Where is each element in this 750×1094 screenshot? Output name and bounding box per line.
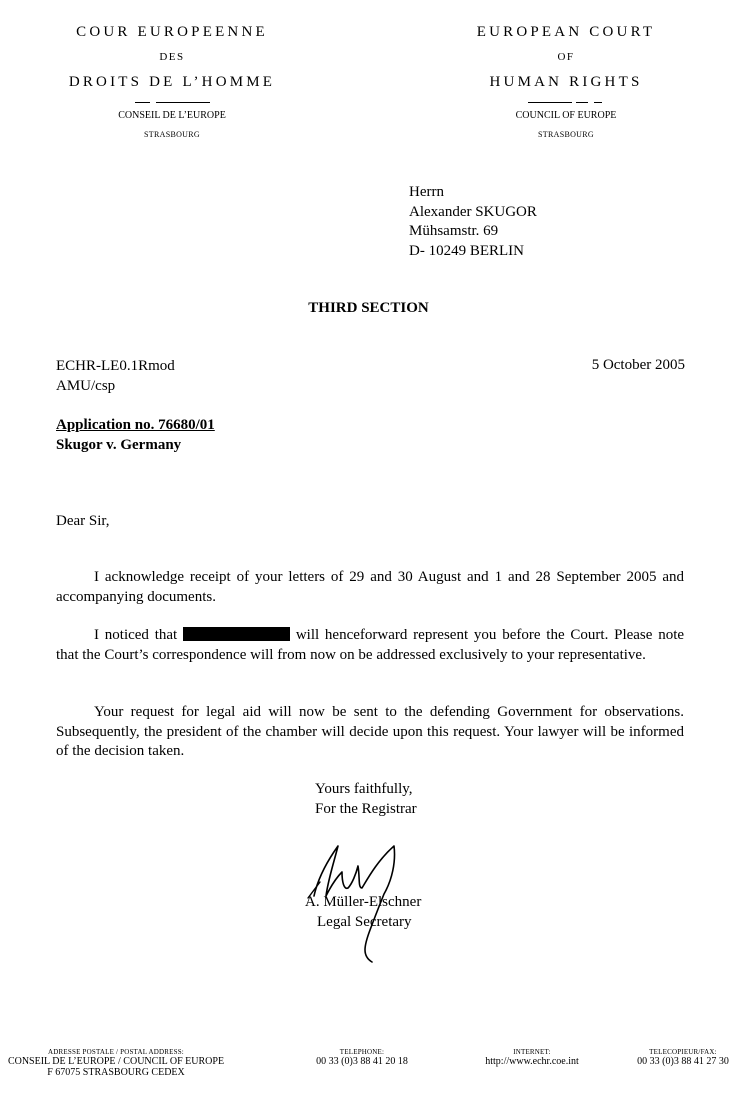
footer-postal-line2: F 67075 STRASBOURG CEDEX (47, 1067, 185, 1078)
footer-postal-label: ADRESSE POSTALE / POSTAL ADDRESS: (48, 1048, 184, 1056)
header-left-rule-short (135, 102, 150, 103)
letter-date: 5 October 2005 (591, 357, 685, 373)
greeting: Dear Sir, (56, 513, 110, 529)
header-right-rule (528, 102, 572, 103)
closing-line2: For the Registrar (315, 800, 417, 817)
footer-internet (462, 1048, 602, 1067)
recipient-block (409, 183, 537, 261)
header-right-city: STRASBOURG (538, 130, 594, 139)
header-right-rule-dash1 (576, 102, 588, 103)
application-number: Application no. 76680/01 (56, 417, 215, 433)
header-right-line3: HUMAN RIGHTS (489, 74, 643, 90)
footer-postal (0, 1048, 232, 1078)
case-name: Skugor v. Germany (56, 436, 182, 453)
redaction-box (183, 627, 290, 641)
footer-internet-value: http://www.echr.coe.int (485, 1056, 579, 1067)
header-left-city: STRASBOURG (144, 130, 200, 139)
recipient-name: Alexander SKUGOR (409, 203, 537, 220)
footer-fax-label: TELECOPIEUR/FAX: (649, 1048, 717, 1056)
footer-phone-label: TELEPHONE: (339, 1048, 385, 1056)
header-left-line2: DES (159, 51, 185, 63)
footer-phone (292, 1048, 432, 1067)
reference-code: ECHR-LE0.1Rmod (56, 358, 175, 374)
paragraph-1 (56, 568, 684, 607)
footer-fax (620, 1048, 746, 1067)
signer-title: Legal Secretary (317, 913, 412, 930)
footer-phone-value: 00 33 (0)3 88 41 20 18 (316, 1056, 408, 1067)
header-left-council: CONSEIL DE L’EUROPE (118, 110, 226, 121)
paragraph-1-text: I acknowledge receipt of your letters of 29 and 30 August and 1 and 28 September 2005 and accompanying documents. (56, 569, 684, 605)
header-left-line1: COUR EUROPEENNE (76, 24, 268, 40)
closing-line1: Yours faithfully, (315, 781, 413, 797)
header-right-council: COUNCIL OF EUROPE (515, 110, 617, 121)
recipient-street: Mühsamstr. 69 (409, 223, 499, 239)
signer-block (305, 893, 421, 932)
header-left-rule (156, 102, 210, 103)
header-right-line2: OF (557, 51, 575, 63)
section-title: THIRD SECTION (308, 300, 429, 316)
reference-block (56, 357, 175, 396)
footer-internet-label: INTERNET: (513, 1048, 551, 1056)
footer-postal-line1: CONSEIL DE L’EUROPE / COUNCIL OF EUROPE (7, 1056, 225, 1067)
header-right-rule-dash2 (594, 102, 602, 103)
recipient-city: D- 10249 BERLIN (409, 242, 524, 259)
paragraph-2-text-before: I noticed that (94, 627, 178, 643)
recipient-title: Herrn (409, 184, 444, 200)
closing-block (315, 780, 417, 819)
header-left-line3: DROITS DE L’HOMME (68, 74, 276, 90)
application-block (56, 416, 215, 455)
signer-name: A. Müller-Elschner (305, 894, 422, 910)
footer-fax-value: 00 33 (0)3 88 41 27 30 (637, 1056, 729, 1067)
header-right-line1: EUROPEAN COURT (476, 24, 656, 40)
paragraph-3 (56, 703, 684, 762)
paragraph-2-text-after: will henceforward represent you before the Court. Please note that the Court’s correspondence will from now on be addressed exclusively to your representative. (56, 627, 685, 663)
paragraph-3-text: Your request for legal aid will now be sent to the defending Government for observations. Subsequently, the president of the chamber will decide upon this request. Your lawyer will be informed of the decision taken. (56, 704, 684, 759)
reference-initials: AMU/csp (56, 377, 116, 394)
paragraph-2 (56, 626, 684, 665)
